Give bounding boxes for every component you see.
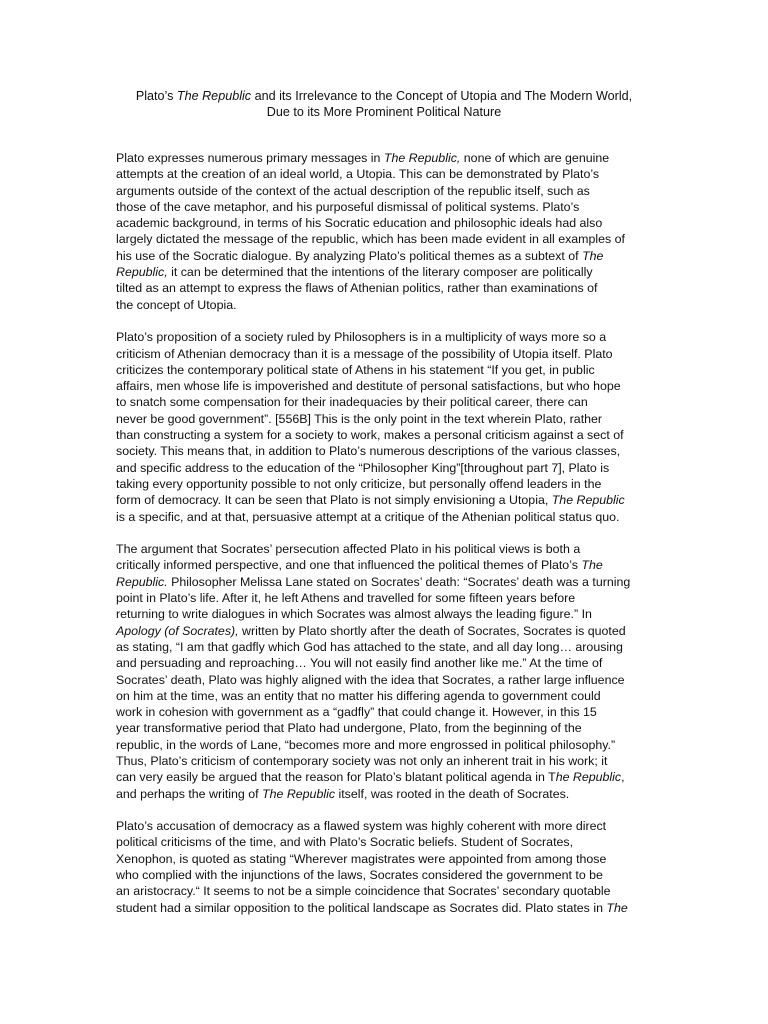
text-line	[116, 851, 662, 867]
text-line	[116, 639, 662, 655]
paragraph	[116, 150, 662, 313]
text-run: criticizes the contemporary political state of Athens in his statement “If you get, in public	[116, 362, 595, 377]
italic-title-text: Republic.	[116, 574, 168, 589]
text-run: Plato’s accusation of democracy as a flawed system was highly coherent with more direct	[116, 819, 607, 834]
text-line	[116, 557, 662, 573]
text-line	[116, 786, 662, 802]
text-line	[116, 443, 662, 459]
text-run: an aristocracy.“ It seems to not be a simple coincidence that Socrates’ secondary quotable	[116, 884, 611, 899]
text-line	[116, 737, 662, 753]
text-run: Thus, Plato’s criticism of contemporary society was not only an inherent trait in his work; it	[116, 753, 608, 768]
text-line	[116, 150, 662, 166]
italic-title-text: The Republic	[262, 786, 336, 801]
text-run: on him at the time, was an entity that no matter his differing agenda to government could	[116, 688, 601, 703]
text-run: year transformative period that Plato had undergone, Plato, from the beginning of the	[116, 721, 582, 736]
text-line	[116, 378, 662, 394]
text-line	[116, 720, 662, 736]
text-run: attempts at the creation of an ideal world, a Utopia. This can be demonstrated by Plato’s	[116, 167, 600, 182]
text-run: never be good government”. [556B] This is the only point in the text wherein Plato, rather	[116, 411, 603, 426]
text-run: and perhaps the writing of	[116, 786, 263, 801]
text-run: and persuading and reproaching… You will not easily find another like me.” At the time of	[116, 656, 603, 671]
text-line	[116, 883, 662, 899]
text-run: political criticisms of the time, and with Plato’s Socratic beliefs. Student of Socrates,	[116, 835, 574, 850]
text-line	[116, 329, 662, 345]
text-run: it can be determined that the intentions of the literary composer are politically	[167, 265, 593, 280]
italic-title-text: he Republic	[555, 770, 622, 785]
text-run: ,	[621, 770, 625, 785]
text-line	[116, 411, 662, 427]
text-run: is a specific, and at that, persuasive attempt at a critique of the Athenian political status quo.	[116, 509, 620, 524]
text-line	[116, 248, 662, 264]
text-run: none of which are genuine	[460, 151, 610, 165]
text-line	[116, 623, 662, 639]
paragraph	[116, 329, 662, 525]
text-line	[116, 509, 662, 525]
text-run: than constructing a system for a society to work, makes a personal criticism against a sect of	[116, 428, 624, 443]
text-run: form of democracy. It can be seen that Plato is not simply envisioning a Utopia,	[116, 493, 552, 508]
text-run: criticism of Athenian democracy than it is a message of the possibility of Utopia itself. Plato	[116, 346, 613, 361]
text-line	[116, 900, 662, 916]
text-line	[116, 574, 662, 590]
text-run: those of the cave metaphor, and his purposeful dismissal of political systems. Plato’s	[116, 199, 580, 214]
text-run: to snatch some compensation for their inadequacies by their political career, there can	[116, 395, 588, 410]
text-run: who complied with the injunctions of the laws, Socrates considered the government to be	[116, 868, 603, 883]
text-line	[116, 264, 662, 280]
title-line	[60, 104, 708, 120]
text-run: Plato’s	[135, 89, 177, 103]
text-run: republic, in the words of Lane, “becomes more and more engrossed in political philosophy.”	[116, 737, 616, 752]
italic-title-text: The	[582, 248, 604, 263]
italic-title-text: Apology (of Socrates),	[116, 623, 239, 638]
text-run: point in Plato’s life. After it, he left Athens and travelled for some fifteen years before	[116, 591, 576, 606]
text-line	[116, 215, 662, 231]
text-run: written by Plato shortly after the death of Socrates, Socrates is quoted	[238, 623, 626, 638]
text-run: Due to its More Prominent Political Nature	[266, 105, 502, 119]
text-run: society. This means that, in addition to Plato’s numerous descriptions of the various classes,	[116, 444, 621, 459]
text-run: largely dictated the message of the republic, which has been made evident in all examples of	[116, 232, 626, 247]
italic-title-text: The Republic,	[383, 151, 461, 165]
text-line	[116, 427, 662, 443]
text-run: itself, was rooted in the death of Socrates.	[335, 786, 570, 801]
text-run: Plato’s proposition of a society ruled by Philosophers is in a multiplicity of ways more so a	[116, 330, 607, 345]
text-line	[116, 541, 662, 557]
text-line	[116, 655, 662, 671]
text-run: The argument that Socrates’ persecution affected Plato in his political views is both a	[116, 542, 581, 557]
text-line	[116, 672, 662, 688]
text-line	[116, 867, 662, 883]
text-run: academic background, in terms of his Socratic education and philosophic ideals had also	[116, 216, 603, 231]
text-run: and its Irrelevance to the Concept of Utopia and The Modern World,	[251, 89, 633, 103]
italic-title-text: The Republic	[176, 89, 252, 103]
text-line	[116, 166, 662, 182]
text-line	[116, 183, 662, 199]
paragraph	[116, 818, 662, 916]
text-run: Socrates’ death, Plato was highly aligned with the idea that Socrates, a rather large influence	[116, 672, 625, 687]
text-line	[116, 590, 662, 606]
paragraph	[116, 541, 662, 802]
text-line	[116, 753, 662, 769]
title-line	[60, 88, 708, 104]
text-line	[116, 460, 662, 476]
text-run: arguments outside of the context of the actual description of the republic itself, such as	[116, 183, 590, 198]
italic-title-text: Republic,	[116, 265, 168, 280]
text-run: Plato expresses numerous primary messages in	[116, 151, 384, 165]
text-run: work in cohesion with government as a “gadfly” that could change it. However, in this 15	[116, 705, 597, 720]
text-line	[116, 476, 662, 492]
text-run: and specific address to the education of the “Philosopher King”[throughout part 7], Plato is	[116, 460, 610, 475]
text-run: Xenophon, is quoted as stating “Wherever magistrates were appointed from among those	[116, 851, 607, 866]
document-title	[60, 88, 708, 120]
italic-title-text: The	[581, 558, 603, 573]
text-run: tilted as an attempt to express the flaws of Athenian politics, rather than examinations of	[116, 281, 598, 296]
text-run: affairs, men whose life is impoverished and destitute of personal satisfactions, but who hope	[116, 379, 621, 394]
text-run: the concept of Utopia.	[116, 297, 237, 312]
text-run: student had a similar opposition to the political landscape as Socrates did. Plato states in	[116, 900, 607, 915]
text-run: his use of the Socratic dialogue. By analyzing Plato’s political themes as a subtext of	[116, 248, 583, 263]
text-line	[116, 297, 662, 313]
text-run: as stating, “I am that gadfly which God has attached to the state, and all day long… arousing	[116, 639, 623, 654]
italic-title-text: The Republic	[551, 493, 625, 508]
text-line	[116, 834, 662, 850]
text-run: can very easily be argued that the reason for Plato’s blatant political agenda in T	[116, 770, 556, 785]
text-line	[116, 769, 662, 785]
text-line	[116, 199, 662, 215]
text-line	[116, 818, 662, 834]
text-line	[116, 280, 662, 296]
text-run: Philosopher Melissa Lane stated on Socrates’ death: “Socrates’ death was a turning	[167, 574, 631, 589]
text-line	[116, 704, 662, 720]
text-run: taking every opportunity possible to not only criticize, but personally offend leaders in the	[116, 476, 602, 491]
italic-title-text: The	[606, 900, 628, 915]
text-run: critically informed perspective, and one that influenced the political themes of Plato’s	[116, 558, 582, 573]
text-line	[116, 231, 662, 247]
text-line	[116, 688, 662, 704]
text-line	[116, 492, 662, 508]
text-run: returning to write dialogues in which Socrates was almost always the leading figure.” In	[116, 607, 592, 622]
text-line	[116, 606, 662, 622]
text-line	[116, 362, 662, 378]
text-line	[116, 346, 662, 362]
text-line	[116, 394, 662, 410]
document-body	[116, 150, 662, 932]
